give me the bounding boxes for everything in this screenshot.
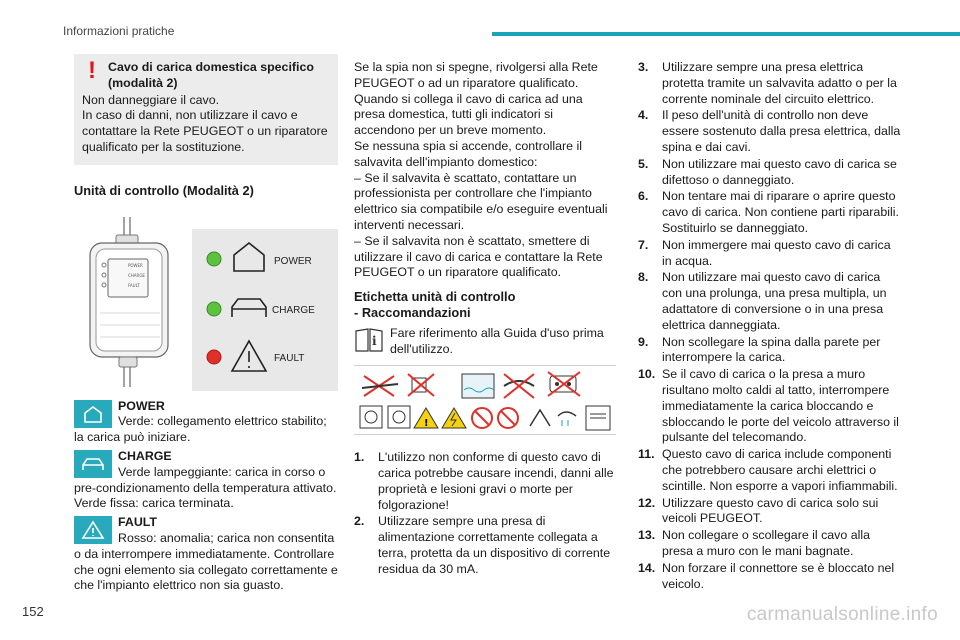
warning-triangle-icon: [74, 516, 112, 544]
list-item-number: 12.: [638, 495, 656, 510]
no-unplug-pictogram: [530, 410, 550, 426]
user-guide-note: [354, 326, 616, 358]
charger-label-charge: CHARGE: [128, 272, 145, 278]
electric-hazard-pictogram: [442, 408, 466, 428]
list-item: [354, 514, 616, 577]
legend-item-fault: [74, 515, 338, 594]
list-item-text: Non collegare o scollegare il cavo alla presa a muro con le mani bagnate.: [662, 528, 871, 558]
label-recommendations-title: Etichetta unità di controllo - Raccomandazioni: [354, 289, 516, 320]
legend-label-power: POWER: [274, 255, 312, 267]
list-item: [638, 108, 902, 155]
open-book-icon: [354, 327, 384, 353]
list-item: [638, 335, 902, 367]
list-item-text: Utilizzare sempre una presa elettrica protetta tramite un salvavita adatto o per la corrente nominale del circuito elettrico.: [662, 60, 897, 106]
legend-item-text: Verde lampeggiante: carica in corso o pre-condizionamento della temperatura attivato. Verde fissa: carica terminata.: [74, 464, 337, 511]
column-1: [74, 54, 338, 594]
car-icon: [74, 450, 112, 478]
charger-control-unit-illustration: [86, 217, 176, 387]
list-item: [638, 189, 902, 236]
warning-box: [74, 54, 338, 165]
list-item-text: Questo cavo di carica include componenti che potrebbero causare archi elettrici o scintille. Non esporre a vapori infiammabili.: [662, 447, 898, 493]
svg-text:!: !: [424, 418, 429, 430]
list-item-number: 1.: [354, 450, 365, 465]
indicator-legend-illustration: [192, 229, 338, 391]
list-item-text: Non scollegare la spina dalla parete per interrompere la carica.: [662, 334, 881, 365]
list-item-number: 13.: [638, 528, 656, 543]
recommendations-list-part-1: [354, 450, 616, 577]
fault-led: [207, 350, 221, 364]
warning-pictogram: [414, 408, 438, 429]
page-number: 152: [22, 604, 44, 619]
list-item-text: Utilizzare sempre una presa di alimentazione correttamente collegata a terra, protetta da un dispositivo di corrente residua da 30 mA.: [378, 514, 611, 576]
power-led: [207, 252, 221, 266]
page-header-title: Informazioni pratiche: [63, 24, 175, 38]
control-unit-title: Unità di controllo (Modalità 2): [74, 182, 254, 198]
list-item: [638, 367, 902, 446]
exclamation-icon: !: [88, 57, 96, 84]
warning-heading: [82, 57, 330, 92]
list-item-number: 14.: [638, 560, 656, 575]
list-item: [354, 450, 616, 513]
list-item-number: 8.: [638, 270, 649, 285]
legend-item-text: Rosso: anomalia; carica non consentita o da interrompere immediatamente. Controllare che ogni elemento sia collegato correttamente e che l'impianto elettrico non sia guasto.: [74, 530, 338, 593]
charger-label-fault: FAULT: [128, 282, 140, 288]
legend-item-title: CHARGE: [118, 448, 172, 463]
house-icon: [74, 400, 112, 428]
list-item-text: Il peso dell'unità di controllo non deve essere sostenuto dalla presa elettrica, dalla spina e dai cavi.: [662, 108, 901, 154]
no-multiplug-pictogram: [548, 372, 580, 396]
list-item-number: 2.: [354, 514, 365, 529]
no-repair-pictogram: [472, 408, 492, 428]
no-water-pictogram: [462, 374, 494, 398]
control-unit-figures: [74, 217, 338, 389]
list-item: [638, 528, 902, 560]
list-item: [638, 270, 902, 333]
column-2: [354, 60, 616, 579]
list-item: [638, 238, 902, 270]
list-item-number: 7.: [638, 237, 649, 252]
charger-label-power: POWER: [128, 262, 143, 268]
list-item-text: Utilizzare questo cavo di carica solo sui veicoli PEUGEOT.: [662, 495, 879, 526]
no-extension-pictogram: [362, 376, 398, 396]
list-item-number: 9.: [638, 334, 649, 349]
list-item-number: 4.: [638, 108, 649, 123]
list-item-text: L'utilizzo non conforme di questo cavo di carica potrebbe causare incendi, danni alle proprietà e lesioni gravi o morte per folgorazione!: [378, 450, 614, 512]
legend-item-title: FAULT: [118, 515, 157, 530]
socket-earth-pictogram: [388, 406, 410, 428]
legend-item-text: Verde: collegamento elettrico stabilito; la carica può iniziare.: [74, 414, 327, 445]
charge-led: [207, 302, 221, 316]
warning-body: Non danneggiare il cavo. In caso di danni, non utilizzare il cavo e contattare la Rete PEUGEOT o un riparatore qualificato per la sostituzione.: [82, 92, 328, 154]
list-item: [638, 561, 902, 593]
list-item-text: Non utilizzare mai questo cavo di carica se difettoso o danneggiato.: [662, 156, 897, 187]
list-item-number: 5.: [638, 156, 649, 171]
list-item: [638, 157, 902, 189]
legend-item-title: POWER: [118, 398, 165, 413]
safety-pictograms-strip: [354, 365, 616, 435]
list-item-number: 6.: [638, 189, 649, 204]
user-guide-note-text: Fare riferimento alla Guida d'uso prima dell'utilizzo.: [390, 325, 604, 356]
read-manual-pictogram: [586, 406, 610, 430]
list-item-text: Non forzare il connettore se è bloccato nel veicolo.: [662, 560, 895, 591]
legend-item-charge: [74, 449, 338, 512]
no-damaged-cable-pictogram: [504, 374, 534, 398]
wet-hands-pictogram: [558, 412, 576, 426]
watermark: carmanualsonline.info: [746, 604, 938, 625]
list-item-text: Non immergere mai questo cavo di carica in acqua.: [662, 237, 891, 268]
recommendations-list-part-2: [638, 60, 902, 592]
warning-title: Cavo di carica domestica specifico (modalità 2): [108, 60, 314, 90]
list-item-text: Se il cavo di carica o la presa a muro risultano molto caldi al tatto, interrompere immediatamente la carica bloccando e sbloccando le porte del veicolo attraverso il pulsante del telecomando.: [662, 367, 899, 445]
legend-label-fault: FAULT: [274, 352, 305, 364]
list-item: [638, 447, 902, 494]
list-item-text: Non utilizzare mai questo cavo di carica con una prolunga, una presa multipla, un adattatore di conversione o in una presa elettrica danneggiata.: [662, 270, 887, 332]
list-item-number: 10.: [638, 367, 656, 382]
legend-label-charge: CHARGE: [272, 304, 315, 316]
list-item-number: 3.: [638, 60, 649, 74]
indicator-troubleshooting-text: Se la spia non si spegne, rivolgersi alla Rete PEUGEOT o ad un riparatore qualificato. Quando si collega il cavo di carica ad una presa domestica, tutti gli indicatori si accendono per un breve momento. Se nessuna spia si accende, controllare il salvavita dell'impianto domestico: – Se il salvavita è scattato, contattare un professionista per controllare che l'impianto elettrico sia compatibile e/o eseguire eventuali interventi necessari. – Se il salvavita non è scattato, smettere di utilizzare il cavo di carica e contattare la Rete PEUGEOT o un riparatore qualificato.: [354, 60, 608, 280]
svg-text:i: i: [372, 333, 377, 348]
list-item-number: 11.: [638, 447, 655, 462]
list-item: [638, 496, 902, 528]
socket-pictogram: [360, 406, 382, 428]
list-item-text: Non tentare mai di riparare o aprire questo cavo di carica. Non contiene parti riparabili. Sostituirlo se danneggiato.: [662, 189, 899, 235]
no-adapter-pictogram: [408, 374, 434, 396]
list-item: [638, 60, 902, 107]
legend-list: [74, 399, 338, 595]
column-3: [638, 60, 902, 593]
page-header-accent-bar: [492, 32, 960, 36]
no-immersion-pictogram: [498, 408, 518, 428]
legend-item-power: [74, 399, 338, 446]
